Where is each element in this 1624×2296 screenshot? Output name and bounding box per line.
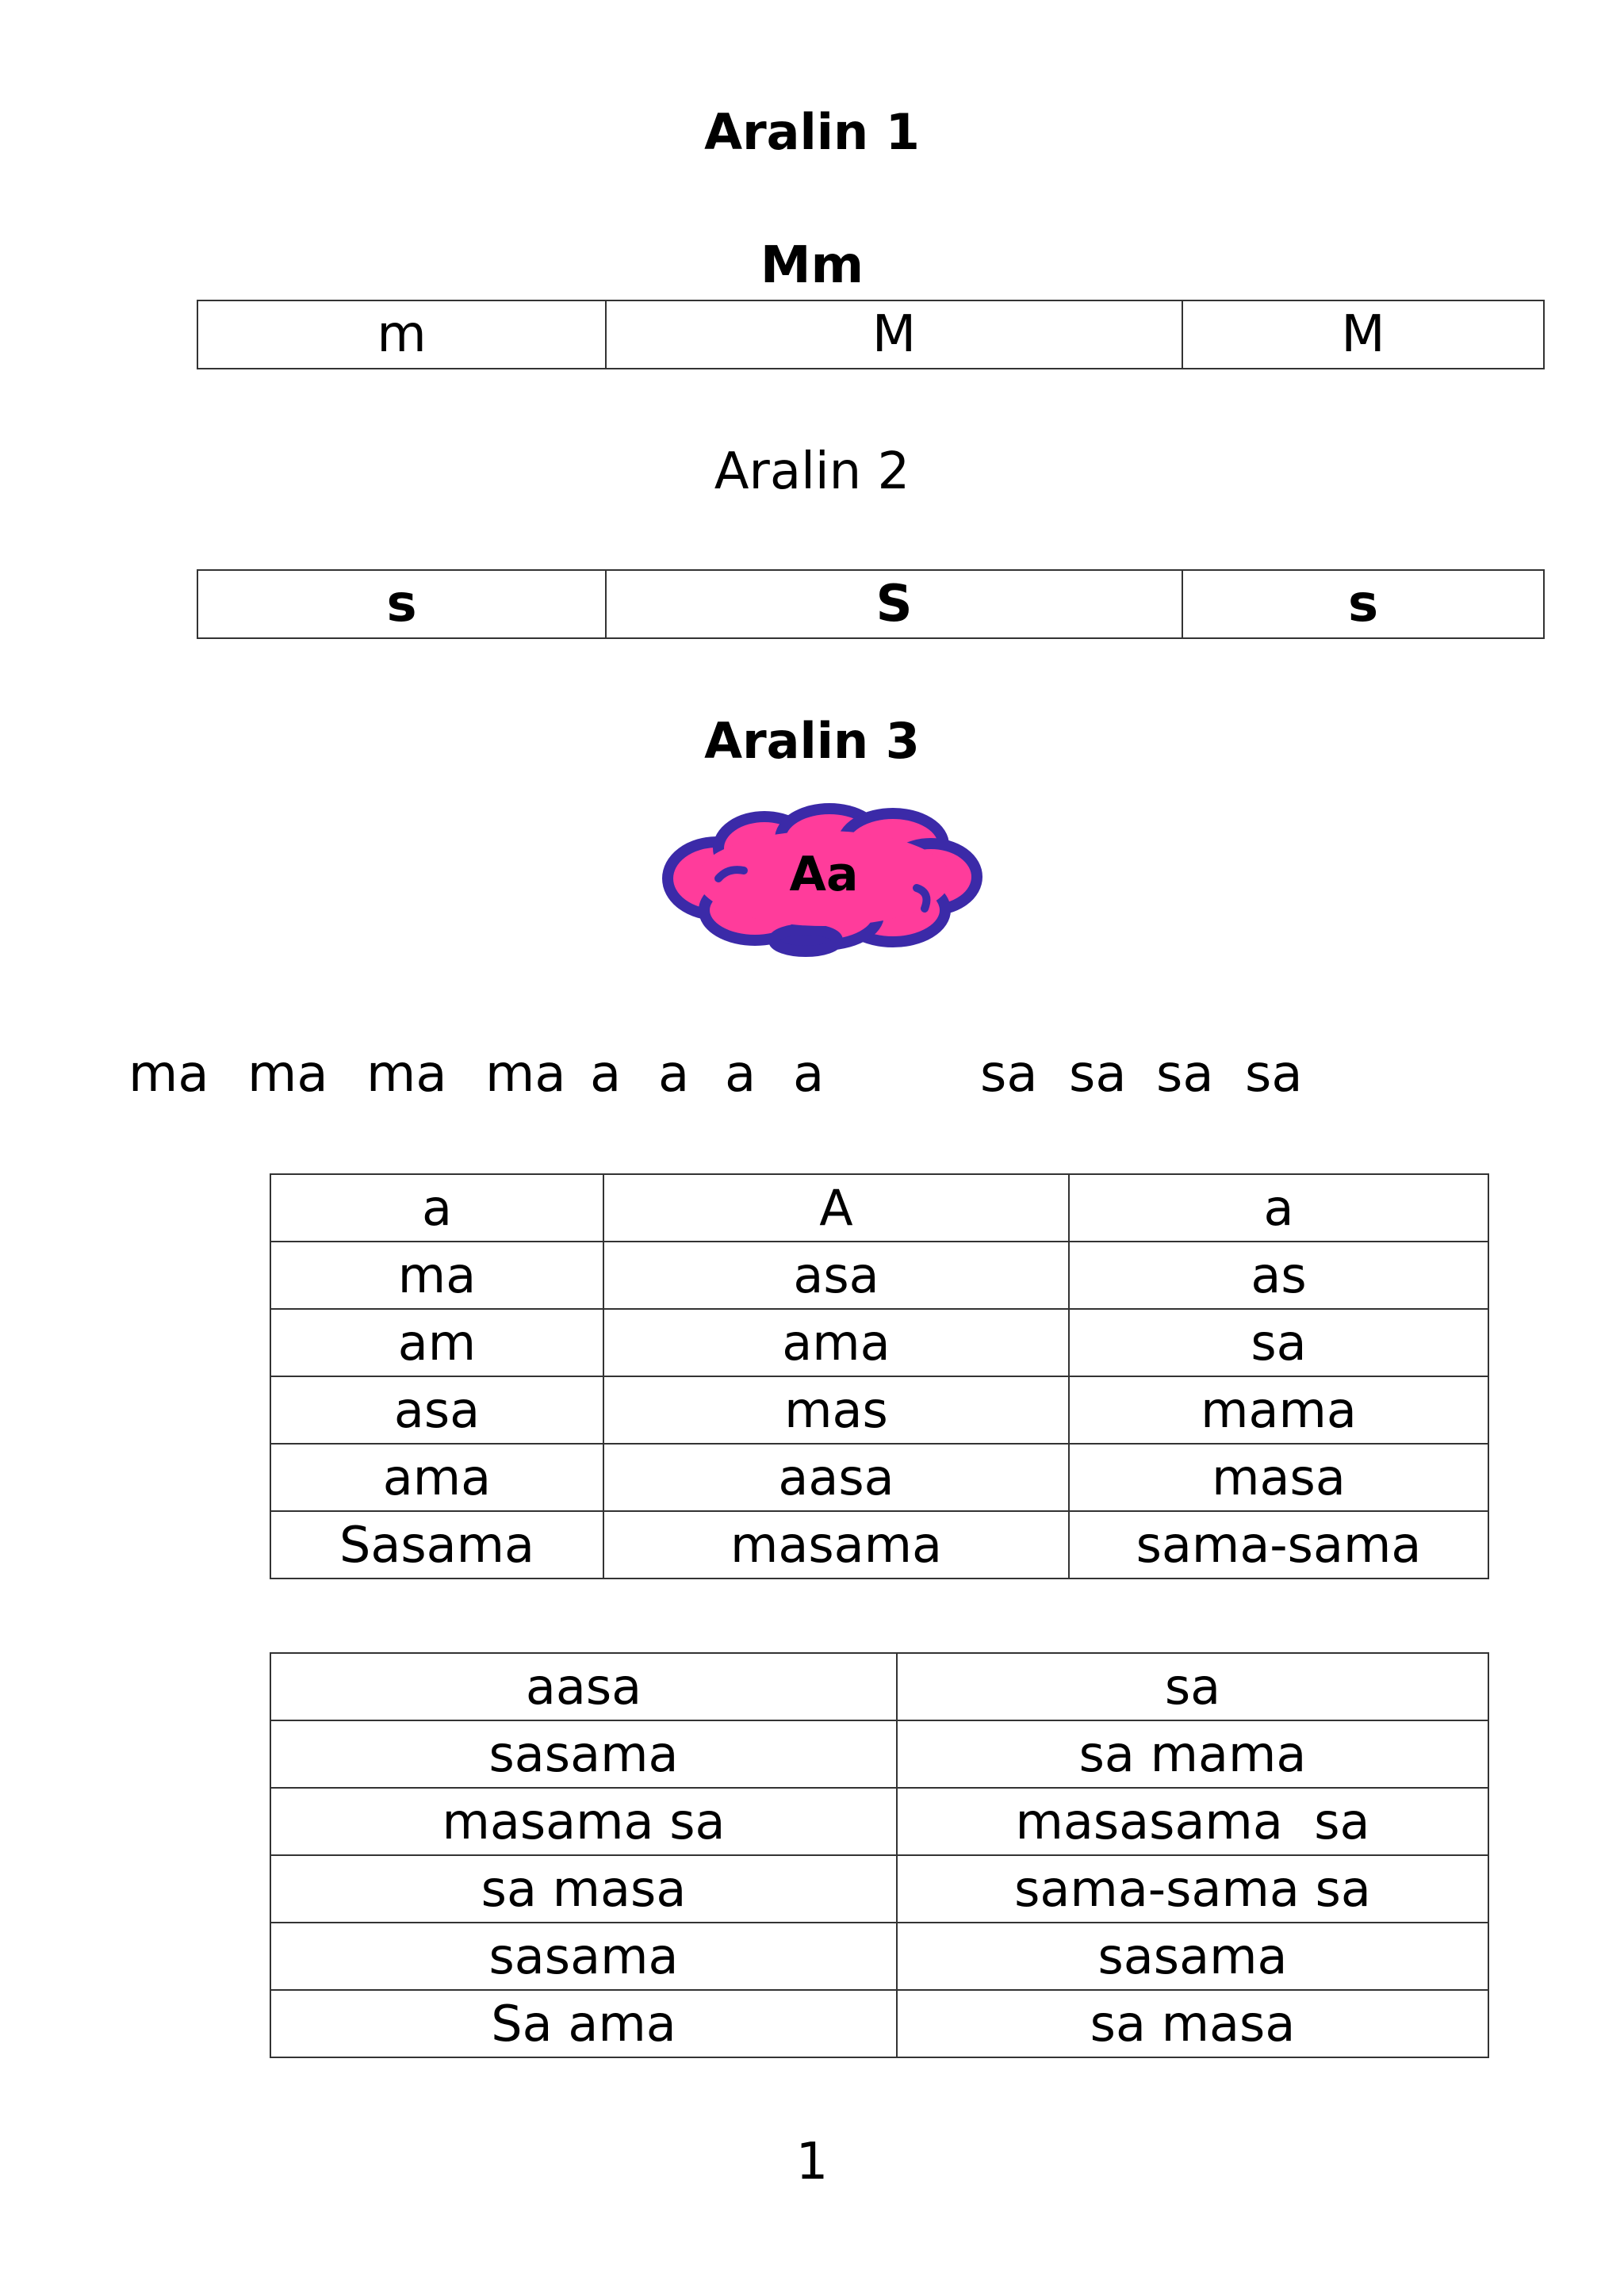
table-row bbox=[270, 1444, 1488, 1511]
letter-heading-mm: Mm bbox=[760, 236, 864, 295]
table-cell: mas bbox=[603, 1376, 1069, 1444]
table-cell: s bbox=[1182, 570, 1544, 638]
syllable: ma bbox=[247, 1045, 328, 1104]
table-cell: a bbox=[270, 1174, 603, 1242]
table-cell: ama bbox=[270, 1444, 603, 1511]
syllable: a bbox=[590, 1045, 622, 1104]
table-cell: masama sa bbox=[270, 1788, 897, 1855]
table-cell: Sasama bbox=[270, 1511, 603, 1578]
table-row bbox=[197, 570, 1544, 638]
syllable: a bbox=[658, 1045, 690, 1104]
syllable: ma bbox=[366, 1045, 447, 1104]
word-table-2 bbox=[270, 1652, 1489, 2058]
syllable: a bbox=[793, 1045, 825, 1104]
table-cell: masa bbox=[1069, 1444, 1488, 1511]
table-cell: sa bbox=[1069, 1309, 1488, 1376]
table-row bbox=[270, 1788, 1488, 1855]
table-cell: am bbox=[270, 1309, 603, 1376]
syllable: sa bbox=[980, 1045, 1038, 1104]
table-cell: S bbox=[606, 570, 1182, 638]
table-cell: m bbox=[197, 300, 606, 369]
table-cell: M bbox=[1182, 300, 1544, 369]
table-row bbox=[270, 1242, 1488, 1309]
table-cell: sa masa bbox=[897, 1990, 1488, 2057]
cloud-badge bbox=[653, 799, 994, 958]
table-cell: masama bbox=[603, 1511, 1069, 1578]
table-cell: A bbox=[603, 1174, 1069, 1242]
table-cell: sa masa bbox=[270, 1855, 897, 1923]
table-cell: sasama bbox=[897, 1923, 1488, 1990]
syllable: sa bbox=[1156, 1045, 1214, 1104]
table-cell: asa bbox=[603, 1242, 1069, 1309]
lesson2-letter-table bbox=[197, 569, 1545, 639]
table-cell: sama-sama sa bbox=[897, 1855, 1488, 1923]
table-row bbox=[197, 300, 1544, 369]
table-cell: sa mama bbox=[897, 1720, 1488, 1788]
table-row bbox=[270, 1855, 1488, 1923]
table-cell: Sa ama bbox=[270, 1990, 897, 2057]
lesson1-title: Aralin 1 bbox=[704, 103, 920, 161]
cloud-label: Aa bbox=[789, 847, 859, 902]
table-row bbox=[270, 1990, 1488, 2057]
syllable: a bbox=[725, 1045, 756, 1104]
table-cell: s bbox=[197, 570, 606, 638]
table-cell: ma bbox=[270, 1242, 603, 1309]
syllable: sa bbox=[1245, 1045, 1303, 1104]
table-row bbox=[270, 1174, 1488, 1242]
table-cell: aasa bbox=[603, 1444, 1069, 1511]
word-table-1 bbox=[270, 1173, 1489, 1579]
table-row bbox=[270, 1923, 1488, 1990]
table-cell: as bbox=[1069, 1242, 1488, 1309]
table-cell: sama-sama bbox=[1069, 1511, 1488, 1578]
table-cell: ama bbox=[603, 1309, 1069, 1376]
table-row bbox=[270, 1720, 1488, 1788]
lesson3-title: Aralin 3 bbox=[704, 712, 920, 770]
lesson1-letter-table bbox=[197, 300, 1545, 369]
table-cell: masasama sa bbox=[897, 1788, 1488, 1855]
syllable: ma bbox=[485, 1045, 566, 1104]
table-cell: asa bbox=[270, 1376, 603, 1444]
page-number: 1 bbox=[795, 2133, 829, 2191]
table-cell: sasama bbox=[270, 1923, 897, 1990]
table-row bbox=[270, 1653, 1488, 1720]
table-cell: M bbox=[606, 300, 1182, 369]
table-row bbox=[270, 1376, 1488, 1444]
syllable: ma bbox=[128, 1045, 209, 1104]
table-cell: mama bbox=[1069, 1376, 1488, 1444]
table-cell: aasa bbox=[270, 1653, 897, 1720]
syllable: sa bbox=[1069, 1045, 1127, 1104]
table-cell: a bbox=[1069, 1174, 1488, 1242]
table-row bbox=[270, 1511, 1488, 1578]
table-cell: sa bbox=[897, 1653, 1488, 1720]
table-cell: sasama bbox=[270, 1720, 897, 1788]
lesson2-title: Aralin 2 bbox=[714, 442, 910, 501]
table-row bbox=[270, 1309, 1488, 1376]
